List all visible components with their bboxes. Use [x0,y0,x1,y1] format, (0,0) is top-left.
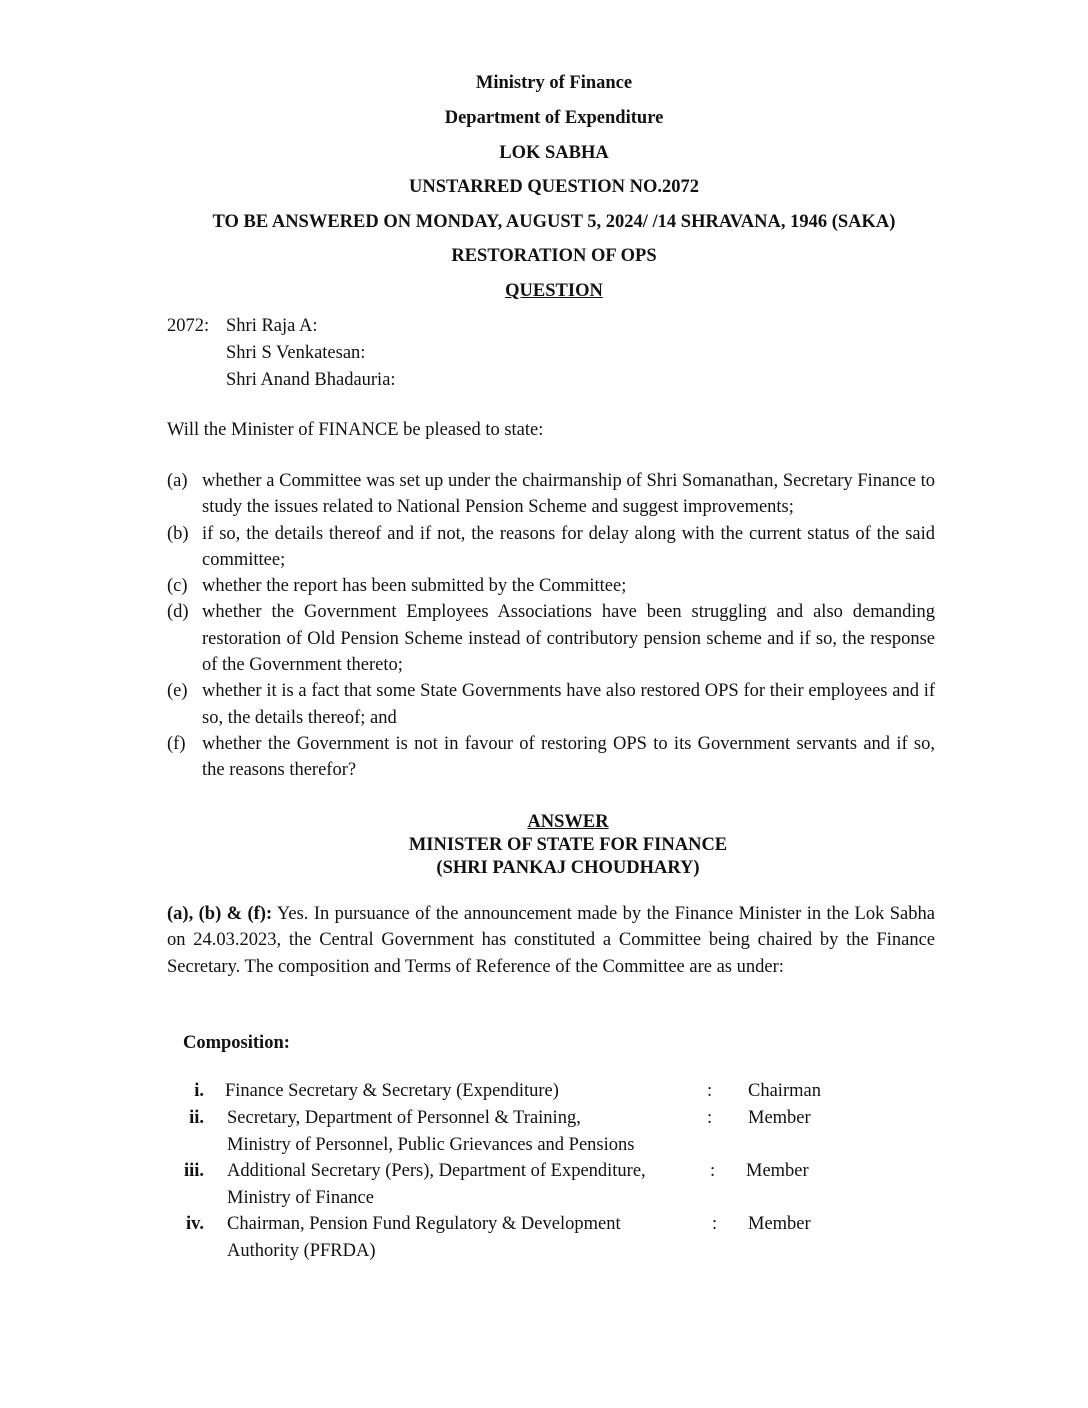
question-part [167,599,935,678]
composition-title: Composition: [183,1033,290,1053]
question-part [167,521,935,574]
part-text: whether the report has been submitted by the Committee; [202,576,627,597]
part-text: whether it is a fact that some State Governments have also restored OPS for their employees and if so, the details thereof; and [202,681,935,728]
question-part [167,468,935,521]
part-text: whether the Government is not in favour of restoring OPS to its Government servants and if so, the reasons therefor? [202,733,935,781]
asker-name: Shri S Venkatesan: [226,343,366,363]
minister-title: MINISTER OF STATE FOR FINANCE [408,835,728,855]
composition-member: Finance Secretary & Secretary (Expenditure) [225,1081,559,1101]
part-label: (e) [167,681,188,702]
part-label: (d) [167,602,189,623]
question-intro: Will the Minister of FINANCE be pleased to state: [167,420,544,440]
question-number-heading: UNSTARRED QUESTION NO.2072 [408,177,700,197]
part-text: whether the Government Employees Associations have been struggling and also demanding restoration of Old Pension Scheme instead of contributory pension scheme and if so, the response of the Government thereto; [202,602,935,676]
question-number: 2072: [167,316,210,336]
composition-member-line: Authority (PFRDA) [227,1240,376,1261]
house-heading: LOK SABHA [499,143,609,163]
part-label: (a) [167,471,188,491]
composition-number: iv. [186,1214,204,1234]
composition-role: Chairman [748,1081,821,1101]
part-label: (f) [167,733,186,754]
composition-member-line: Ministry of Finance [227,1187,374,1208]
asker-line [167,340,396,367]
part-text: if so, the details thereof and if not, the reasons for delay along with the current status of the said committee; [202,523,935,570]
asker-line [167,367,396,394]
question-heading: QUESTION [505,281,603,301]
composition-role: Member [746,1161,809,1181]
composition-member-line: Secretary, Department of Personnel & Training, [227,1108,581,1128]
asker-name: Shri Anand Bhadauria: [226,370,396,390]
composition-separator: : [710,1161,716,1181]
composition-number: ii. [189,1108,204,1128]
answer-heading: ANSWER [527,812,609,832]
composition-member [227,1158,697,1211]
question-part [167,573,935,599]
composition-role: Member [748,1108,811,1128]
composition-separator: : [707,1108,713,1128]
part-text: whether a Committee was set up under the chairmanship of Shri Somanathan, Secretary Finance to study the issues related to National Pension Scheme and suggest improvements; [202,471,935,518]
askers-block [167,313,396,394]
answer-text: Yes. In pursuance of the announcement made by the Finance Minister in the Lok Sabha on 24.03.2023, the Central Government has constituted a Committee being chaired by the Finance Secretary. The composition and Terms of Reference of the Committee are as under: [167,904,935,977]
ministry-heading: Ministry of Finance [475,73,633,93]
composition-member-line: Additional Secretary (Pers), Department of Expenditure, [227,1161,646,1181]
composition-member-line: Ministry of Personnel, Public Grievances and Pensions [227,1134,635,1155]
part-label: (b) [167,523,189,544]
composition-member [227,1105,697,1158]
composition-role: Member [748,1214,811,1234]
answer-part-label: (a), (b) & (f): [167,904,273,924]
composition-separator: : [712,1214,718,1234]
composition-member [227,1211,697,1264]
composition-separator: : [707,1081,713,1101]
asker-line [167,313,396,340]
part-label: (c) [167,576,188,597]
subject-heading: RESTORATION OF OPS [451,246,657,266]
department-heading: Department of Expenditure [444,108,664,128]
composition-member-line: Chairman, Pension Fund Regulatory & Development [227,1214,621,1234]
question-parts [167,468,935,784]
minister-name: (SHRI PANKAJ CHOUDHARY) [436,858,700,878]
question-part [167,678,935,731]
asker-name: Shri Raja A: [226,316,318,336]
answer-date-heading: TO BE ANSWERED ON MONDAY, AUGUST 5, 2024/ /14 SHRAVANA, 1946 (SAKA) [212,212,896,232]
question-part [167,731,935,784]
composition-number: iii. [183,1161,204,1181]
composition-number: i. [194,1081,204,1101]
answer-paragraph [167,901,935,980]
